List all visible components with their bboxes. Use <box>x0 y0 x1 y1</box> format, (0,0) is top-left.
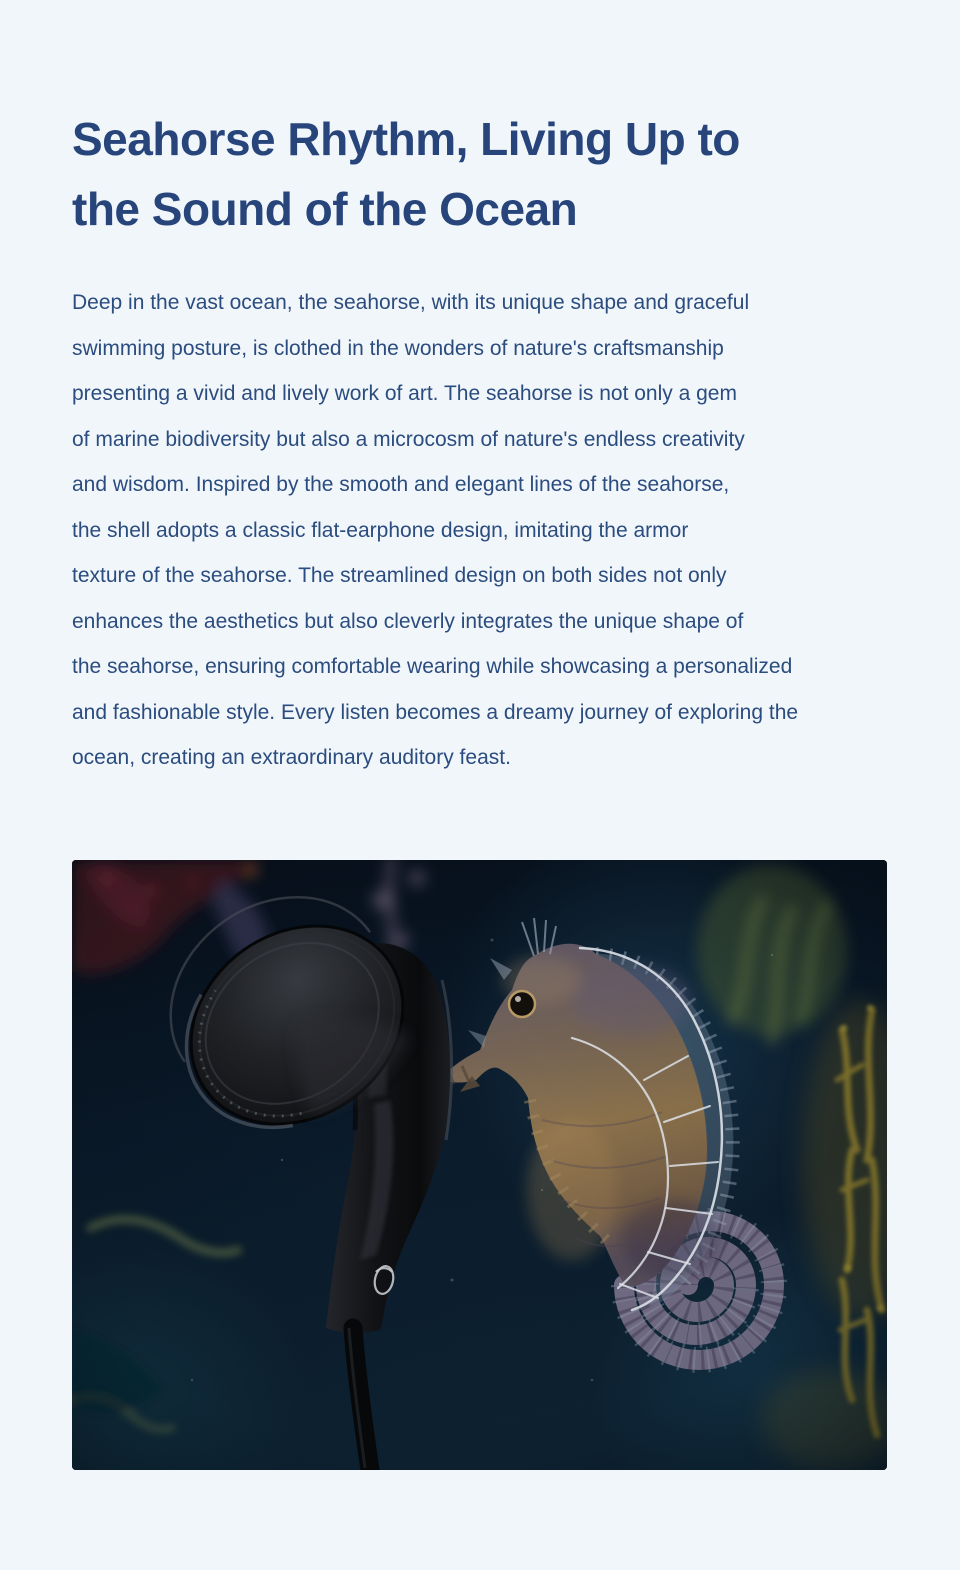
paragraph-line: and wisdom. Inspired by the smooth and elegant lines of the seahorse, <box>72 473 730 496</box>
paragraph-line: Deep in the vast ocean, the seahorse, with its unique shape and graceful <box>72 291 750 314</box>
description-paragraph <box>72 280 888 781</box>
paragraph-line: presenting a vivid and lively work of art. The seahorse is not only a gem <box>72 382 737 405</box>
underwater-scene <box>72 860 887 1470</box>
paragraph-line: of marine biodiversity but also a microcosm of nature's endless creativity <box>72 427 745 451</box>
paragraph-line: texture of the seahorse. The streamlined design on both sides not only <box>72 564 727 587</box>
paragraph-line: and fashionable style. Every listen becomes a dreamy journey of exploring the <box>72 700 799 724</box>
paragraph-line: the shell adopts a classic flat-earphone design, imitating the armor <box>72 518 689 542</box>
heading-line-2: the Sound of the Ocean <box>72 183 578 235</box>
heading-line-1: Seahorse Rhythm, Living Up to <box>72 113 740 165</box>
paragraph-line: the seahorse, ensuring comfortable wearing while showcasing a personalized <box>72 655 793 678</box>
paragraph-line: swimming posture, is clothed in the wonders of nature's craftsmanship <box>72 336 724 360</box>
hero-image <box>72 860 887 1470</box>
paragraph-line: enhances the aesthetics but also cleverly integrates the unique shape of <box>72 609 744 633</box>
page-title <box>72 104 888 244</box>
vignette-overlay <box>72 860 887 1470</box>
paragraph-line: ocean, creating an extraordinary auditory feast. <box>72 746 511 769</box>
